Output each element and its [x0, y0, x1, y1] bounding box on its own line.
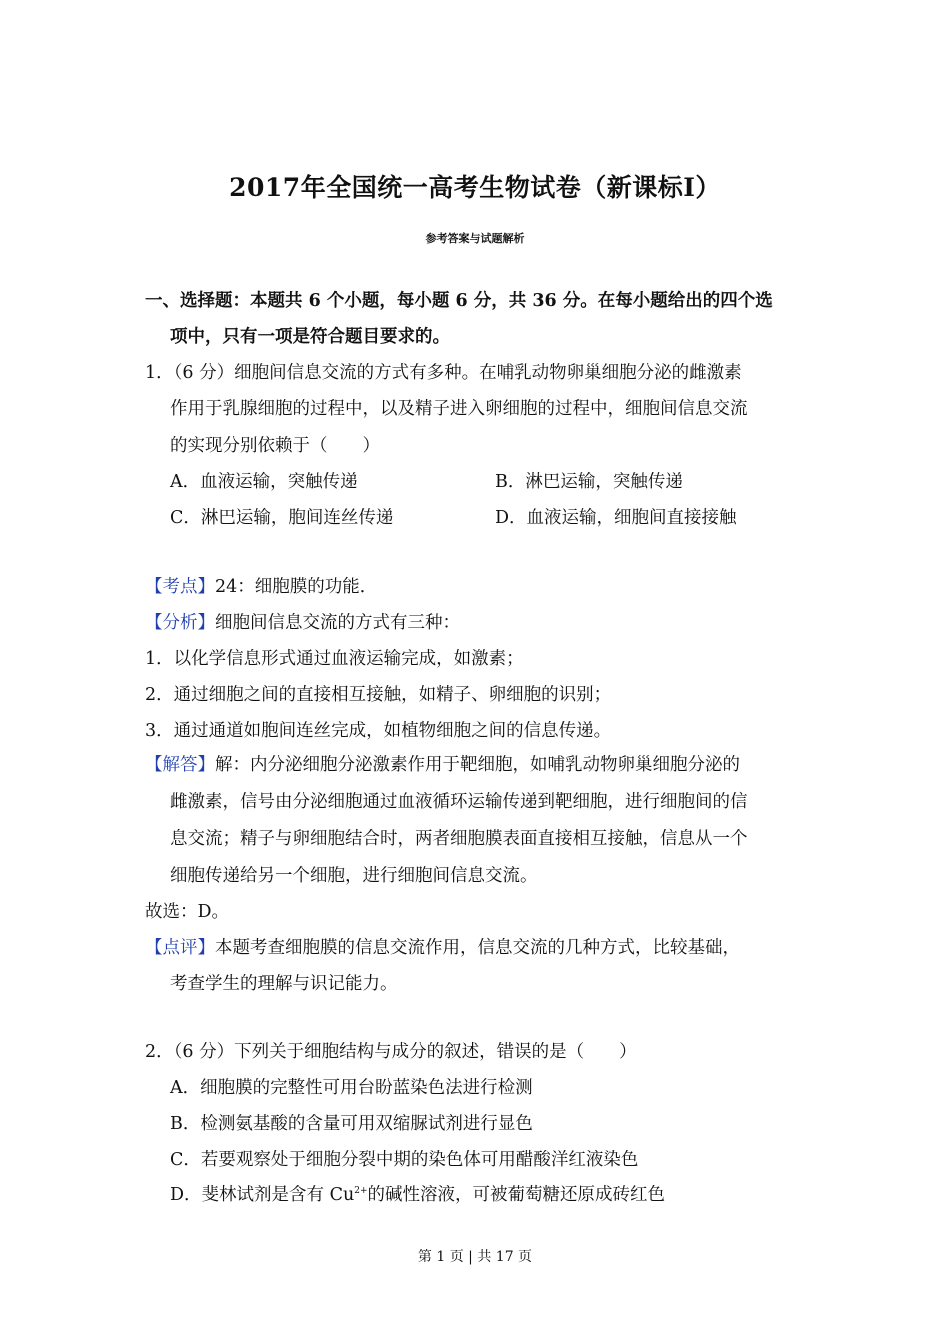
section-heading-line2: 项中，只有一项是符合题目要求的。: [170, 327, 450, 347]
jieda-line4: 细胞传递给另一个细胞，进行细胞间信息交流。: [170, 866, 538, 886]
answer-line: 故选：D。: [145, 902, 230, 922]
fenxi-text: 细胞间信息交流的方式有三种：: [215, 613, 460, 633]
jieda-line3: 息交流；精子与卵细胞结合时，两者细胞膜表面直接相互接触，信息从一个: [170, 829, 748, 849]
question-2-stem: 2．（6 分）下列关于细胞结构与成分的叙述，错误的是（ ）: [145, 1042, 637, 1062]
question-2-option-d: [170, 1183, 665, 1207]
question-1-stem-line1: 1．（6 分）细胞间信息交流的方式有多种。在哺乳动物卵巢细胞分泌的雌激素: [145, 363, 742, 383]
page-subtitle: 参考答案与试题解析: [425, 232, 525, 245]
option-d-text-post: 的碱性溶液，可被葡萄糖还原成砖红色: [367, 1185, 666, 1205]
jieda-tag: 【解答】: [145, 755, 215, 775]
question-2-option-a: A．细胞膜的完整性可用台盼蓝染色法进行检测: [170, 1078, 533, 1098]
fenxi-line: [145, 611, 460, 635]
dianping-tag: 【点评】: [145, 938, 215, 958]
question-1-option-b: B．淋巴运输，突触传递: [495, 472, 683, 492]
dianping-line1: [145, 936, 740, 960]
question-1-option-a: A．血液运输，突触传递: [170, 472, 358, 492]
question-2-option-c: C．若要观察处于细胞分裂中期的染色体可用醋酸洋红液染色: [170, 1150, 639, 1170]
page-title: 2017年全国统一高考生物试卷（新课标Ⅰ）: [229, 173, 721, 202]
fenxi-item-1: 1．以化学信息形式通过血液运输完成，如激素；: [145, 649, 524, 669]
page-footer: 第 1 页 | 共 17 页: [417, 1249, 533, 1265]
fenxi-item-2: 2．通过细胞之间的直接相互接触，如精子、卵细胞的识别；: [145, 685, 612, 705]
kaodian-text: 24：细胞膜的功能．: [215, 577, 378, 597]
section-heading-line1: 一、选择题：本题共 6 个小题，每小题 6 分，共 36 分。在每小题给出的四个选: [145, 291, 773, 311]
question-2-option-b: B．检测氨基酸的含量可用双缩脲试剂进行显色: [170, 1114, 533, 1134]
kaodian-tag: 【考点】: [145, 577, 215, 597]
jieda-line1: [145, 753, 740, 777]
option-d-text-pre: D．斐林试剂是含有 Cu: [170, 1185, 355, 1205]
dianping-text-1: 本题考查细胞膜的信息交流作用，信息交流的几种方式，比较基础，: [215, 938, 740, 958]
fenxi-item-3: 3．通过通道如胞间连丝完成，如植物细胞之间的信息传递。: [145, 721, 612, 741]
kaodian-line: [145, 575, 377, 599]
question-1-option-d: D．血液运输，细胞间直接接触: [495, 508, 737, 528]
jieda-line2: 雌激素，信号由分泌细胞通过血液循环运输传递到靶细胞，进行细胞间的信: [170, 792, 748, 812]
option-d-superscript: 2+: [354, 1186, 368, 1197]
question-1-option-c: C．淋巴运输，胞间连丝传递: [170, 508, 394, 528]
jieda-text-1: 解：内分泌细胞分泌激素作用于靶细胞，如哺乳动物卵巢细胞分泌的: [215, 755, 740, 775]
fenxi-tag: 【分析】: [145, 613, 215, 633]
question-1-stem-line2: 作用于乳腺细胞的过程中，以及精子进入卵细胞的过程中，细胞间信息交流: [170, 399, 748, 419]
dianping-line2: 考查学生的理解与识记能力。: [170, 974, 398, 994]
question-1-stem-line3: 的实现分别依赖于（ ）: [170, 436, 380, 456]
